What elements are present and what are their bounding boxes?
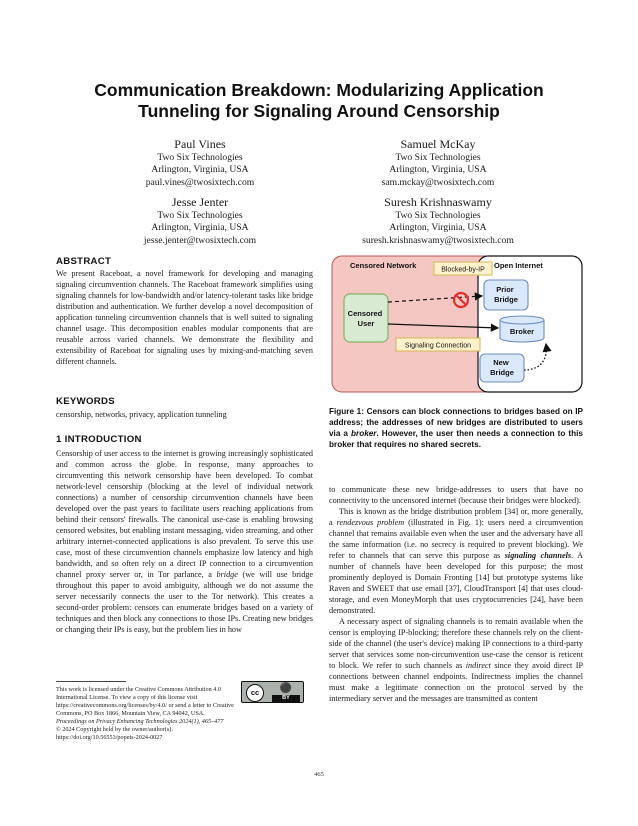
new-bridge-line: New bbox=[493, 358, 509, 367]
author-org: Two Six Technologies bbox=[157, 210, 243, 221]
cc-by-badge[interactable] bbox=[241, 681, 304, 703]
author-org: Two Six Technologies bbox=[157, 152, 243, 163]
censored-user-box bbox=[344, 294, 388, 342]
broker-label: Broker bbox=[509, 327, 535, 336]
emphasis: rendezvous problem bbox=[336, 518, 405, 527]
copyright-line: © 2024 Copyright held by the owner/author(s). bbox=[56, 726, 173, 734]
doi-link[interactable]: https://doi.org/10.56553/popets-2024-0027 bbox=[56, 734, 163, 742]
abstract-heading: ABSTRACT bbox=[56, 256, 112, 267]
paragraph-part: since they avoid direct IP connections between channel endpoints. Indirectness implies the channel must make a legitimate connection on the protocol served by the intermediary server and the messages are transmitted as content bbox=[329, 661, 584, 703]
author-name: Samuel McKay bbox=[400, 137, 476, 151]
intro-text bbox=[56, 448, 313, 635]
paper-title: Communication Breakdown: Modularizing Application Tunneling for Signaling Around Censorship bbox=[94, 80, 544, 121]
figure-caption-text: Censors can block connections to bridges based on IP address; the addresses of new bridges are distributed to users via a bbox=[329, 407, 583, 438]
prior-bridge-line: Bridge bbox=[494, 295, 518, 304]
paragraph: to communicate these new bridge-addresses to users that have no connectivity to the uncensored internet (because their bridges were blocked). bbox=[329, 485, 583, 505]
signaling-connection-label: Signaling Connection bbox=[404, 342, 472, 350]
paragraph-part: This is known as the bridge distribution problem [34] or, more generally, a bbox=[329, 507, 583, 527]
open-internet-label: Open Internet bbox=[494, 261, 543, 270]
keywords-heading: KEYWORDS bbox=[56, 396, 115, 407]
author-block bbox=[80, 195, 320, 247]
paragraph-part: A necessary aspect of signaling channels is to remain available when the censor is employing IP-blocking; therefore these channels rely on the client-side of the channel (the user's device) making IP connections to a third-party server that services some non-circumvention use-case the censor is reticent to block. We refer to such channels as bbox=[329, 617, 583, 670]
page-number: 465 bbox=[314, 771, 324, 778]
author-location: Arlington, Virginia, USA bbox=[389, 164, 487, 176]
author-location: Arlington, Virginia, USA bbox=[151, 222, 249, 234]
author-email[interactable]: paul.vines@twosixtech.com bbox=[145, 176, 255, 188]
figure-caption-text: . However, the user then needs a connection to this broker that requires no shared secrets. bbox=[329, 429, 583, 449]
author-location: Arlington, Virginia, USA bbox=[151, 164, 249, 176]
blocked-by-ip-label: Blocked-by-IP bbox=[441, 266, 485, 274]
new-bridge-line: Bridge bbox=[490, 368, 514, 377]
keywords-text: censorship, networks, privacy, application tunneling bbox=[56, 410, 227, 419]
intro-bridge-term: bridge bbox=[216, 570, 238, 579]
person-icon: ⚫ bbox=[279, 683, 293, 694]
intro-text-part: Censorship of user access to the internet is growing increasingly sophisticated and common across the globe. In response, many approaches to circumventing this network censorship have been developed. To combat network-level censorship (blocking at the level of individual network connections) a number of censorship circumvention channels have been developed over the past years to facilitate users reaching applications from behind their censors' firewalls. The canonical use-case is enabling browsing censored websites, but enabling instant messaging, video streaming, and other arbitrary internet-connected applications is also prevalent. To serve this use case, most of these circumvention channels emphasize low latency and high bandwidth, and so often rely on a direct IP connection to a circumvention channel proxy server or, in Tor parlance, a bbox=[56, 449, 313, 579]
censored-user-line: Censored bbox=[347, 309, 383, 318]
paragraph-part: (illustrated in Fig. 1): users need a circumvention channel that remains available even when the user and the adversary have all the same information (i.e. no secrecy is required to prevent blocking). We refer to channels that can serve this purpose as bbox=[329, 518, 584, 560]
figure-caption-emphasis: broker bbox=[351, 429, 377, 438]
author-name: Paul Vines bbox=[174, 137, 226, 151]
license-notice: This work is licensed under the Creative Commons Attribution 4.0 International License. To view a copy of this license visit https://creativecommons.org/licenses/by/4.0/ or send a letter to Creative Commons, PO Box 1866, Mountain View, CA 94042, USA. bbox=[56, 686, 234, 717]
paragraph-part: . A number of channels have been developed for this purpose; the most prominently deployed is Domain Fronting [14] but prototype systems like Raven and SWEET that use email [37], CloudTransport [4] that uses cloud-storage, and even MoneyMorph that uses cryptocurrencies [24], have been demonstrated. bbox=[329, 551, 583, 615]
author-name: Suresh Krishnaswamy bbox=[384, 195, 492, 209]
footnote-rule bbox=[56, 681, 126, 682]
author-block bbox=[318, 195, 558, 247]
figure-caption-label: Figure 1: bbox=[329, 407, 364, 416]
author-block bbox=[80, 137, 320, 189]
author-name: Jesse Jenter bbox=[171, 195, 229, 209]
author-org: Two Six Technologies bbox=[395, 152, 481, 163]
new-bridge-label bbox=[490, 358, 514, 377]
paragraph bbox=[329, 506, 583, 616]
intro-text-part: (we will use bridge throughout this paper to avoid ambiguity, although we do not assume the server necessarily connects the user to the Tor network). This creates a second-order problem: censors can enumerate bridges based on a variety of techniques and then block any connections to those IPs. Creating new bridges or changing their IPs is easy, but the problem lies in how bbox=[56, 570, 314, 634]
abstract-text: We present Raceboat, a novel framework for developing and managing signaling circumvention channels. The Raceboat framework simplifies using signaling channels for low-bandwidth and/or latency-tolerant tasks like bridge distribution and authentication. We further develop a novel decomposition of application tunneling circumvention channels that is well suited to signaling channel usage. This decomposition enables modular components that are reusable across varied channels. We demonstrate the flexibility and extensibility of Raceboat for signaling uses by mixing-and-matching seven different channels. bbox=[56, 269, 313, 366]
prior-bridge-line: Prior bbox=[496, 285, 514, 294]
author-location: Arlington, Virginia, USA bbox=[389, 222, 487, 234]
publication-info bbox=[56, 718, 316, 742]
term-emphasis: signaling channels bbox=[504, 551, 572, 560]
censored-network-label: Censored Network bbox=[350, 261, 417, 270]
figure-caption bbox=[329, 406, 583, 450]
author-email[interactable]: sam.mckay@twosixtech.com bbox=[381, 176, 495, 188]
by-label: BY bbox=[272, 695, 300, 702]
paragraph bbox=[329, 616, 583, 704]
figure-1-diagram bbox=[330, 254, 584, 396]
proceedings-line: Proceedings on Privacy Enhancing Technologies 2024(1), 465–477 bbox=[56, 718, 224, 725]
author-email[interactable]: suresh.krishnaswamy@twosixtech.com bbox=[362, 234, 514, 246]
author-block bbox=[318, 137, 558, 189]
body-text-right bbox=[329, 484, 583, 704]
prior-bridge-label bbox=[494, 285, 518, 304]
author-email[interactable]: jesse.jenter@twosixtech.com bbox=[143, 234, 257, 246]
author-org: Two Six Technologies bbox=[395, 210, 481, 221]
emphasis: indirect bbox=[465, 661, 491, 670]
censored-user-line: User bbox=[357, 319, 375, 328]
intro-heading: 1 INTRODUCTION bbox=[56, 434, 142, 445]
cc-icon: cc bbox=[246, 684, 264, 702]
